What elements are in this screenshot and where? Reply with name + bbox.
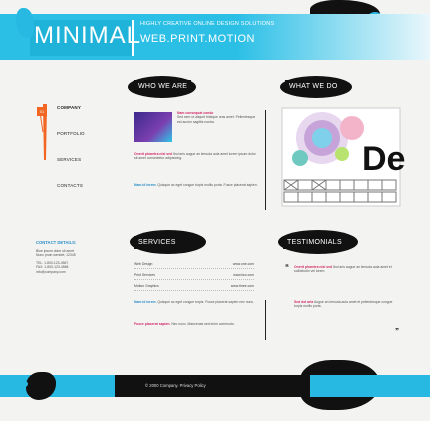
list-item[interactable] xyxy=(134,273,254,280)
section-title-who-we-are: WHO WE ARE xyxy=(134,80,191,93)
paragraph-body: Quisque ac eget congue turpis mollis porta. Fusce placerat sapien. xyxy=(157,183,258,187)
service-label: Motion Graphics xyxy=(134,284,159,288)
contact-title: CONTACT DETAILS: xyxy=(36,240,77,245)
section-title-services: SERVICES xyxy=(134,236,180,249)
services-list xyxy=(134,262,254,291)
paragraph-head: Nam consequat condo xyxy=(177,111,214,115)
contact-tel: TEL: 1-800-123-4567 xyxy=(36,260,69,265)
section-title-testimonials: TESTIMONIALS xyxy=(283,236,346,249)
list-item[interactable] xyxy=(134,284,254,291)
nav-item-portfolio[interactable]: PORTFOLIO xyxy=(57,131,85,136)
text-block xyxy=(134,300,258,304)
quote-icon: “ xyxy=(285,263,289,272)
contact-address: Nunc proin wendet, 12345 xyxy=(36,253,76,258)
paragraph-head: Onerit pharetra nisl sed xyxy=(134,152,173,156)
paragraph-head: Sed dol aria xyxy=(294,300,314,304)
paragraph-body: Augue an lemuda aula amet et pellentesque congue turpis mollis porta. xyxy=(294,300,393,309)
thumbnail-1[interactable] xyxy=(134,112,172,142)
ink-splat xyxy=(14,380,28,388)
list-item[interactable] xyxy=(134,262,254,269)
site-logo[interactable]: MINIMAL xyxy=(34,22,142,49)
contact-address: Blue ipsum dolor sit amet xyxy=(36,249,75,253)
contact-fax: FAX: 1-800-123-4568 xyxy=(36,265,69,270)
text-block xyxy=(134,322,258,326)
copyright: © 2000 Company. Privacy Policy xyxy=(145,383,206,388)
paragraph-body: Ibul aris augue an lemuda aula amet et sollicitudin vel lorem. xyxy=(294,265,392,274)
paragraph-head: Onerit pharetra nisl sed xyxy=(294,265,333,269)
quote-icon: ” xyxy=(395,327,399,336)
section-title-what-we-do: WHAT WE DO xyxy=(285,80,342,93)
service-link[interactable]: www.three.com xyxy=(230,284,254,288)
contact-block xyxy=(36,240,116,274)
paragraph-head: Nam id lorem. xyxy=(134,300,157,304)
portfolio-graphic[interactable] xyxy=(282,108,406,206)
service-label: Print Services xyxy=(134,273,155,277)
paragraph-body: Ibul aris augue an lemuda aula amet lorem ipsum dolor sit amet consectetur adipisicing. xyxy=(134,152,256,161)
service-link[interactable]: www.two.com xyxy=(233,273,254,277)
testimonial xyxy=(294,265,394,274)
nav-item-contacts[interactable]: CONTACTS xyxy=(57,183,84,188)
nav-item-company[interactable]: COMPANY xyxy=(57,105,82,110)
service-label: Web Design xyxy=(134,262,153,266)
svg-text:De: De xyxy=(362,140,406,178)
text-block xyxy=(134,183,258,187)
text-block xyxy=(177,111,257,124)
nav-badge: 01 xyxy=(37,107,47,116)
contact-email[interactable]: info@company.com xyxy=(36,269,66,274)
paragraph-head: Nam id lorem. xyxy=(134,183,157,187)
paragraph-head: Fusce placerat sapien. xyxy=(134,322,171,326)
tagline: HIGHLY CREATIVE ONLINE DESIGN SOLUTIONS xyxy=(140,21,275,27)
paragraph-body: Nec nunc. Maecenas sed enim commodo. xyxy=(171,322,235,326)
service-link[interactable]: www.one.com xyxy=(232,262,254,266)
divider xyxy=(265,110,266,210)
text-block xyxy=(134,152,258,161)
paragraph-body: Quisque ac eget congue turpis. Fusce placerat sapien nec nunc. xyxy=(157,300,255,304)
main-nav xyxy=(35,105,110,209)
paragraph-body: Sed sem ut aliquet tristique cras amet. Pellentesque est auctor sagittis nostra. xyxy=(177,115,256,124)
divider xyxy=(265,300,266,340)
testimonial xyxy=(294,300,394,309)
subtitle: WEB.PRINT.MOTION xyxy=(140,33,255,45)
nav-item-services[interactable]: SERVICES xyxy=(57,157,82,162)
